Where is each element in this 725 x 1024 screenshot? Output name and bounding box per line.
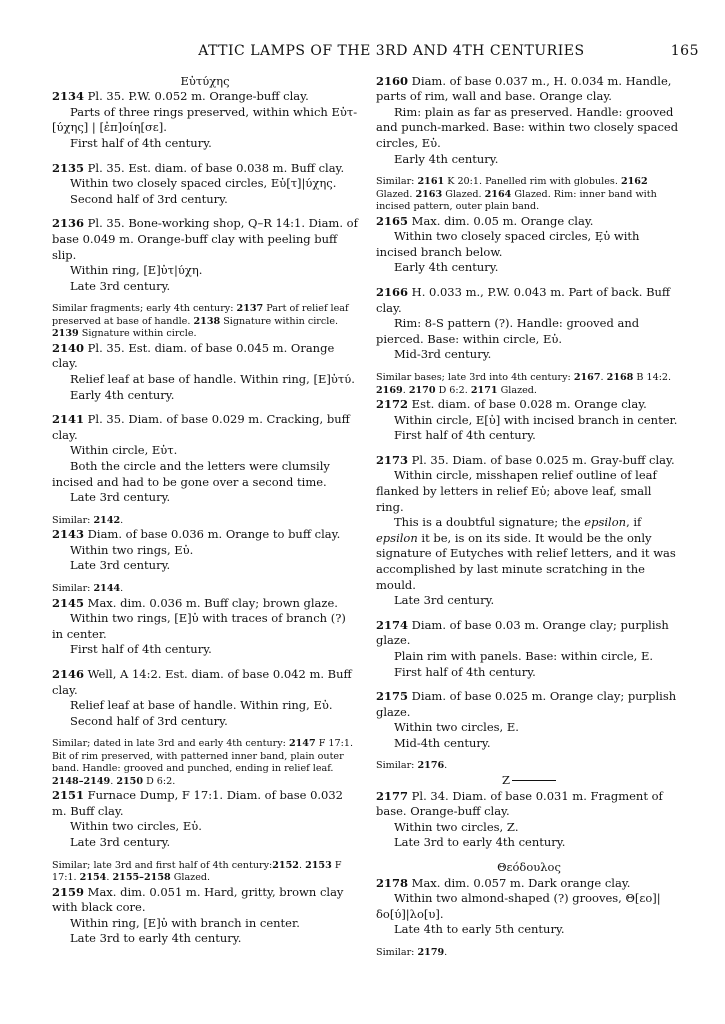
commentary-text: , if (626, 515, 642, 530)
note-text: K 20:1. Panelled rim with globules. (444, 176, 621, 188)
catalog-entry-2177 (376, 789, 682, 851)
entry-date: Late 3rd century. (70, 558, 171, 573)
catalog-entry-2173 (376, 453, 682, 609)
similar-note-2137 (52, 303, 358, 341)
entry-text: Parts of three rings preserved, within which Εὐτ- (70, 104, 358, 119)
entry-number: 2139 (52, 328, 79, 340)
entry-number: 2155–2158 (112, 872, 171, 884)
entry-number: 2179 (417, 946, 445, 958)
entry-number: 2177 (376, 788, 409, 803)
entry-number: 2137 (236, 303, 264, 315)
entry-text: Within two circles, Εὐ. (70, 819, 202, 834)
running-title: ATTIC LAMPS OF THE 3RD AND 4TH CENTURIES (198, 43, 585, 59)
similar-note-2142 (52, 515, 358, 528)
entry-text: Relief leaf at base of handle. Within ring, [Ε]ὐτύ. (70, 372, 355, 386)
catalog-entry-2134 (52, 89, 358, 151)
entry-date: Late 3rd century. (70, 835, 171, 850)
catalog-entry-2166 (376, 285, 682, 363)
similar-note-2167 (376, 372, 682, 397)
entry-number: 2176 (417, 760, 445, 772)
entry-number: 2161 (417, 176, 445, 188)
entry-date: Late 3rd to early 4th century. (70, 931, 242, 946)
entry-number: 2173 (376, 452, 409, 467)
catalog-entry-2136 (52, 216, 358, 294)
entry-text: Within circle, Εὐτ. (70, 443, 178, 458)
note-text: . (402, 384, 409, 396)
entry-date: Late 3rd century. (394, 593, 495, 608)
entry-number: 2144 (93, 583, 121, 595)
entry-number: 2163 (415, 188, 443, 200)
entry-text: Within two closely spaced circles, Εὐ[τ]|ύχης. (70, 176, 337, 191)
note-text: Similar; dated in late 3rd and early 4th century: (52, 738, 289, 750)
catalog-entry-2143 (52, 527, 358, 574)
catalog-entry-2159 (52, 885, 358, 947)
note-text: Similar fragments; early 4th century: (52, 303, 237, 315)
catalog-entry-2165 (376, 214, 682, 276)
note-text: Signature within circle. (78, 328, 197, 340)
entry-number: 2141 (52, 412, 85, 427)
entry-number: 2136 (52, 216, 85, 231)
entry-number: 2153 (305, 859, 332, 871)
entry-description: H. 0.033 m., P.W. 0.043 m. Part of back. Buff clay. (376, 285, 671, 315)
note-text: Similar: (52, 583, 94, 595)
entry-description: Diam. of base 0.025 m. Orange clay; purplish glaze. (376, 689, 677, 719)
entry-text: Within circle, Ε[ὐ] with incised branch in center. (394, 412, 678, 427)
entry-number: 2152 (272, 859, 299, 871)
note-text: . (106, 872, 113, 884)
note-text: . (444, 946, 448, 958)
commentary-term: epsilon (376, 530, 418, 545)
note-text: . (120, 583, 124, 595)
entry-description: Diam. of base 0.036 m. Orange to buff clay. (87, 527, 341, 542)
section-heading-eutyches: Εὐτύχης (180, 73, 230, 88)
entry-date: Early 4th century. (394, 151, 499, 166)
similar-note-2144 (52, 583, 358, 596)
entry-number: 2162 (620, 176, 648, 188)
entry-text: Within circle, misshapen relief outline of leaf flanked by letters in relief Εὐ; above leaf, small ring. (376, 468, 657, 514)
entry-text: Plain rim with panels. Base: within circle, Ε. (394, 648, 654, 663)
note-text: Signature within circle. (220, 315, 339, 327)
entry-number: 2143 (52, 527, 85, 542)
note-text: D 6:2. (435, 384, 471, 396)
entry-description: Well, A 14:2. Est. diam. of base 0.042 m. Buff clay. (52, 666, 352, 697)
commentary-text: This is a doubtful signature; the (394, 515, 585, 530)
commentary-term: epsilon (584, 515, 627, 530)
entry-number: 2170 (408, 384, 436, 396)
entry-description: Max. dim. 0.05 m. Orange clay. (411, 213, 594, 228)
note-text: B 14:2. (633, 372, 672, 383)
entry-date: First half of 4th century. (394, 428, 536, 443)
section-heading-theodoulos: Θεόδουλος (497, 859, 561, 874)
entry-text: Relief leaf at base of handle. Within ring, Εὐ. (70, 698, 333, 713)
entry-date: Early 4th century. (70, 387, 175, 402)
note-text: Similar bases; late 3rd into 4th century: (376, 372, 574, 383)
note-text: Similar: (376, 946, 418, 958)
entry-text: [ύχης] | [ἐπ]οίη[σε]. (52, 120, 167, 135)
entry-text: Within two almond-shaped (?) grooves, Θ[εο]| δο[ύ]|λο[υ]. (376, 891, 661, 921)
catalog-entry-2151 (52, 788, 358, 850)
entry-date: Second half of 3rd century. (70, 713, 228, 728)
entry-date: Second half of 3rd century. (70, 191, 228, 206)
heading-text: Ζ (502, 772, 510, 787)
entry-description: Est. diam. of base 0.028 m. Orange clay. (411, 397, 647, 411)
commentary-text: it be, is on its side. It would be the only signature of Eutyches with relief letters, and it was accomplished by last minute scratching in the mould. (376, 530, 676, 592)
entry-number: 2160 (376, 73, 409, 88)
note-text: Glazed. (376, 188, 416, 200)
entry-number: 2172 (376, 397, 409, 411)
entry-description: Pl. 35. Est. diam. of base 0.045 m. Orange clay. (52, 340, 335, 371)
entry-number: 2168 (606, 372, 634, 383)
entry-number: 2147 (288, 738, 316, 750)
entry-description: Max. dim. 0.057 m. Dark orange clay. (411, 875, 631, 890)
note-text: Glazed. (170, 872, 211, 884)
entry-text: Within two rings, [Ε]ὐ with traces of branch (?) in center. (52, 611, 346, 641)
entry-description: Pl. 35. P.W. 0.052 m. Orange-buff clay. (87, 89, 309, 104)
catalog-entry-2160 (376, 74, 682, 168)
catalog-entry-2146 (52, 667, 358, 729)
entry-text: Within ring, [Ε]ὐ with branch in center. (70, 915, 300, 930)
entry-description: Max. dim. 0.036 m. Buff clay; brown glaze. (87, 595, 338, 610)
entry-number: 2169 (376, 384, 403, 396)
entry-number: 2150 (116, 775, 144, 787)
entry-number: 2151 (52, 788, 85, 803)
note-text: . (444, 760, 448, 772)
two-column-body (52, 74, 699, 960)
left-column (52, 74, 358, 960)
note-text: . (298, 859, 306, 871)
entry-number: 2175 (376, 689, 409, 704)
similar-note-2179 (376, 947, 682, 960)
entry-text: Within two circles, Ε. (394, 720, 519, 735)
note-text: . (600, 372, 607, 383)
catalog-entry-2172 (376, 397, 682, 444)
entry-number: 2138 (193, 315, 221, 327)
entry-number: 2166 (376, 285, 409, 300)
entry-number: 2167 (573, 372, 601, 383)
catalog-entry-2135 (52, 161, 358, 208)
entry-number: 2164 (484, 188, 512, 200)
entry-number: 2142 (93, 514, 121, 526)
catalog-entry-2174 (376, 618, 682, 680)
entry-text: Within two rings, Εὐ. (70, 542, 194, 557)
similar-note-2152 (52, 860, 358, 885)
note-text: Glazed. Rim: inner band with incised pattern, outer plain band. (376, 188, 657, 213)
note-text: Part of relief leaf preserved at base of handle. (52, 303, 349, 327)
entry-text: Both the circle and the letters were clumsily incised and had to be gone over a second time. (52, 458, 330, 489)
catalog-entry-2140 (52, 341, 358, 403)
heading-rule (512, 780, 556, 781)
entry-text: Within two closely spaced circles, Ε̣ὐ with incised branch below. (376, 229, 640, 259)
running-header (52, 44, 699, 60)
entry-number: 2148–2149 (52, 775, 111, 787)
entry-date: First half of 4th century. (394, 664, 536, 679)
note-text: Similar; late 3rd and first half of 4th century: (52, 859, 273, 871)
entry-description: Pl. 35. Bone-working shop, Q–R 14:1. Diam. of base 0.049 m. Orange-buff clay with peeling buff slip. (52, 216, 358, 262)
note-text: F 17:1. Bit of rim preserved, with patterned inner band, plain outer band. Handle: grooved and punched, ending in relief leaf. (52, 738, 354, 775)
note-text: . (120, 514, 124, 526)
entry-description: Pl. 35. Diam. of base 0.029 m. Cracking, buff clay. (52, 412, 350, 442)
section-heading-z (376, 773, 682, 789)
entry-text: Within ring, [Ε]ὐτ|ύχη. (70, 263, 203, 278)
entry-date: First half of 4th century. (70, 642, 212, 657)
right-column (376, 74, 682, 960)
entry-description: Furnace Dump, F 17:1. Diam. of base 0.032 m. Buff clay. (52, 788, 344, 818)
entry-number: 2134 (52, 89, 85, 104)
catalog-entry-2175 (376, 689, 682, 751)
entry-description: Max. dim. 0.051 m. Hard, gritty, brown clay with black core. (52, 884, 344, 915)
entry-description: Pl. 35. Est. diam. of base 0.038 m. Buff clay. (87, 160, 345, 175)
entry-number: 2140 (52, 340, 85, 355)
page-number: 165 (670, 43, 699, 59)
entry-number: 2174 (376, 617, 409, 632)
entry-date: Mid-3rd century. (394, 347, 492, 362)
entry-number: 2145 (52, 595, 85, 610)
note-text: Glazed. (442, 188, 485, 200)
entry-text: Rim: 8-S pattern (?). Handle: grooved and pierced. Base: within circle, Εὐ. (376, 316, 640, 346)
entry-number: 2135 (52, 160, 85, 175)
entry-description: Pl. 35. Diam. of base 0.025 m. Gray-buff clay. (411, 452, 675, 467)
entry-date: Late 4th to early 5th century. (394, 922, 565, 937)
note-text: Glazed. (497, 384, 537, 396)
entry-number: 2171 (470, 384, 498, 396)
note-text: Similar: (376, 760, 418, 772)
entry-text: Within two circles, Ζ. (394, 819, 519, 834)
entry-number: 2154 (79, 872, 107, 884)
note-text: . (110, 775, 117, 787)
note-text: F 17:1. (52, 859, 342, 884)
entry-date: Early 4th century. (394, 260, 499, 275)
note-text: D 6:2. (143, 775, 176, 787)
entry-description: Pl. 34. Diam. of base 0.031 m. Fragment of base. Orange-buff clay. (376, 788, 663, 819)
entry-description: Diam. of base 0.037 m., H. 0.034 m. Handle, parts of rim, wall and base. Orange clay. (376, 73, 672, 104)
entry-description: Diam. of base 0.03 m. Orange clay; purplish glaze. (376, 617, 669, 648)
entry-date: Mid-4th century. (394, 735, 491, 750)
entry-number: 2159 (52, 884, 85, 899)
entry-number: 2146 (52, 666, 85, 681)
catalog-entry-2145 (52, 596, 358, 658)
entry-number: 2178 (376, 875, 409, 890)
entry-date: Late 3rd century. (70, 278, 171, 293)
entry-text: Rim: plain as far as preserved. Handle: grooved and punch-marked. Base: within two closely spaced circles, Εὐ. (376, 104, 679, 150)
similar-note-2176 (376, 760, 682, 773)
note-text: Similar: (52, 514, 94, 526)
similar-note-2147 (52, 738, 358, 788)
catalog-entry-2178 (376, 876, 682, 938)
note-text: Similar: (376, 176, 418, 188)
entry-commentary (376, 515, 682, 593)
entry-date: First half of 4th century. (70, 135, 212, 150)
entry-date: Late 3rd century. (70, 490, 171, 505)
similar-note-2161 (376, 176, 682, 214)
entry-number: 2165 (376, 213, 409, 228)
catalog-entry-2141 (52, 412, 358, 506)
entry-date: Late 3rd to early 4th century. (394, 835, 566, 850)
